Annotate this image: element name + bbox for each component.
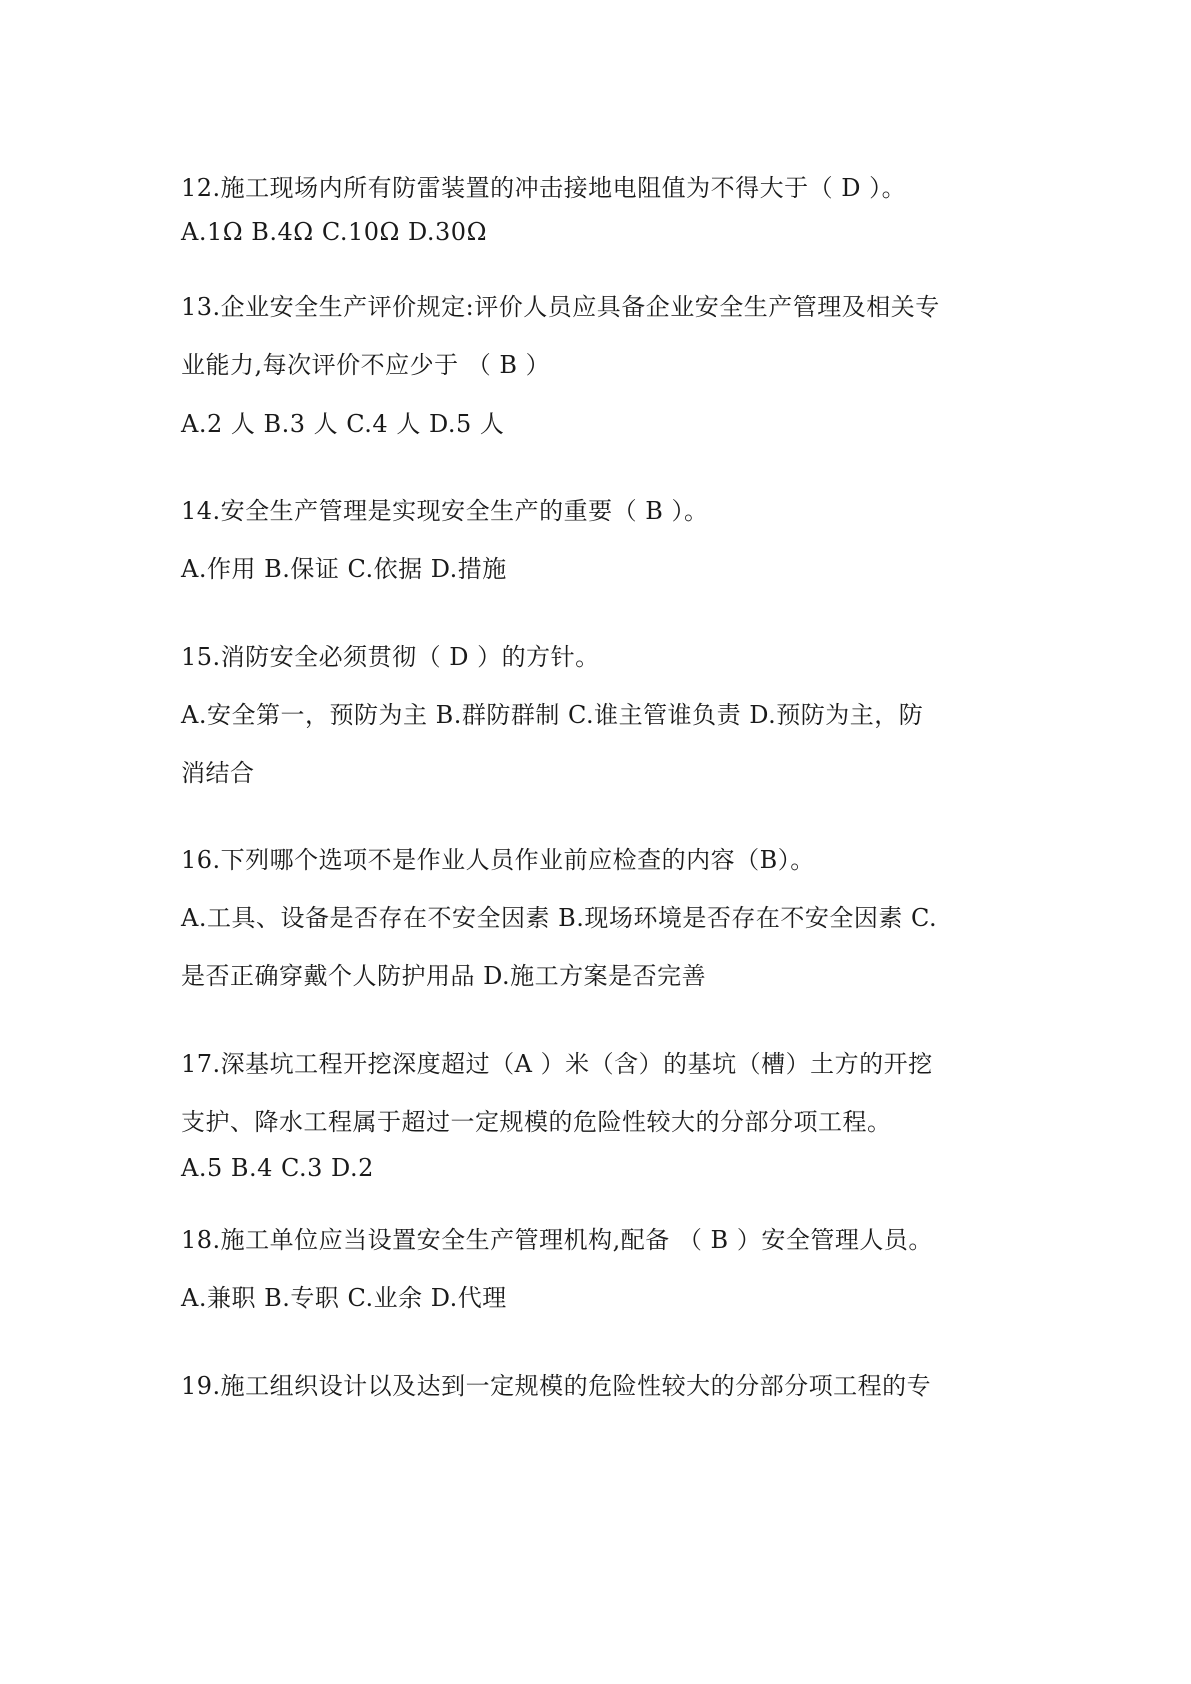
question-19-stem: 19.施工组织设计以及达到一定规模的危险性较大的分部分项工程的专 — [181, 1372, 932, 1400]
question-14-options: A.作用 B.保证 C.依据 D.措施 — [181, 555, 507, 583]
question-13-options: A.2 人 B.3 人 C.4 人 D.5 人 — [181, 410, 505, 438]
question-18-options: A.兼职 B.专职 C.业余 D.代理 — [181, 1284, 507, 1312]
question-17-stem-line2: 支护、降水工程属于超过一定规模的危险性较大的分部分项工程。 — [181, 1108, 892, 1136]
question-16-stem: 16.下列哪个选项不是作业人员作业前应检查的内容（B）。 — [181, 846, 815, 874]
question-15-options-line1: A.安全第一，预防为主 B.群防群制 C.谁主管谁负责 D.预防为主，防 — [181, 701, 924, 729]
question-17-stem-line1: 17.深基坑工程开挖深度超过（A ）米（含）的基坑（槽）土方的开挖 — [181, 1050, 933, 1078]
question-17-options: A.5 B.4 C.3 D.2 — [181, 1154, 374, 1182]
question-13-stem-line2: 业能力,每次评价不应少于 （ B ） — [181, 351, 551, 379]
question-16-options-line1: A.工具、设备是否存在不安全因素 B.现场环境是否存在不安全因素 C. — [181, 904, 938, 932]
question-14-stem: 14.安全生产管理是实现安全生产的重要（ B ）。 — [181, 497, 709, 525]
question-15-options-line2: 消结合 — [181, 759, 255, 787]
question-18-stem: 18.施工单位应当设置安全生产管理机构,配备 （ B ）安全管理人员。 — [181, 1226, 933, 1254]
question-15-stem: 15.消防安全必须贯彻（ D ）的方针。 — [181, 643, 600, 671]
question-16-options-line2: 是否正确穿戴个人防护用品 D.施工方案是否完善 — [181, 962, 707, 990]
question-12-stem: 12.施工现场内所有防雷装置的冲击接地电阻值为不得大于（ D ）。 — [181, 174, 907, 202]
question-13-stem-line1: 13.企业安全生产评价规定:评价人员应具备企业安全生产管理及相关专 — [181, 293, 940, 321]
question-12-options: A.1Ω B.4Ω C.10Ω D.30Ω — [181, 218, 487, 246]
